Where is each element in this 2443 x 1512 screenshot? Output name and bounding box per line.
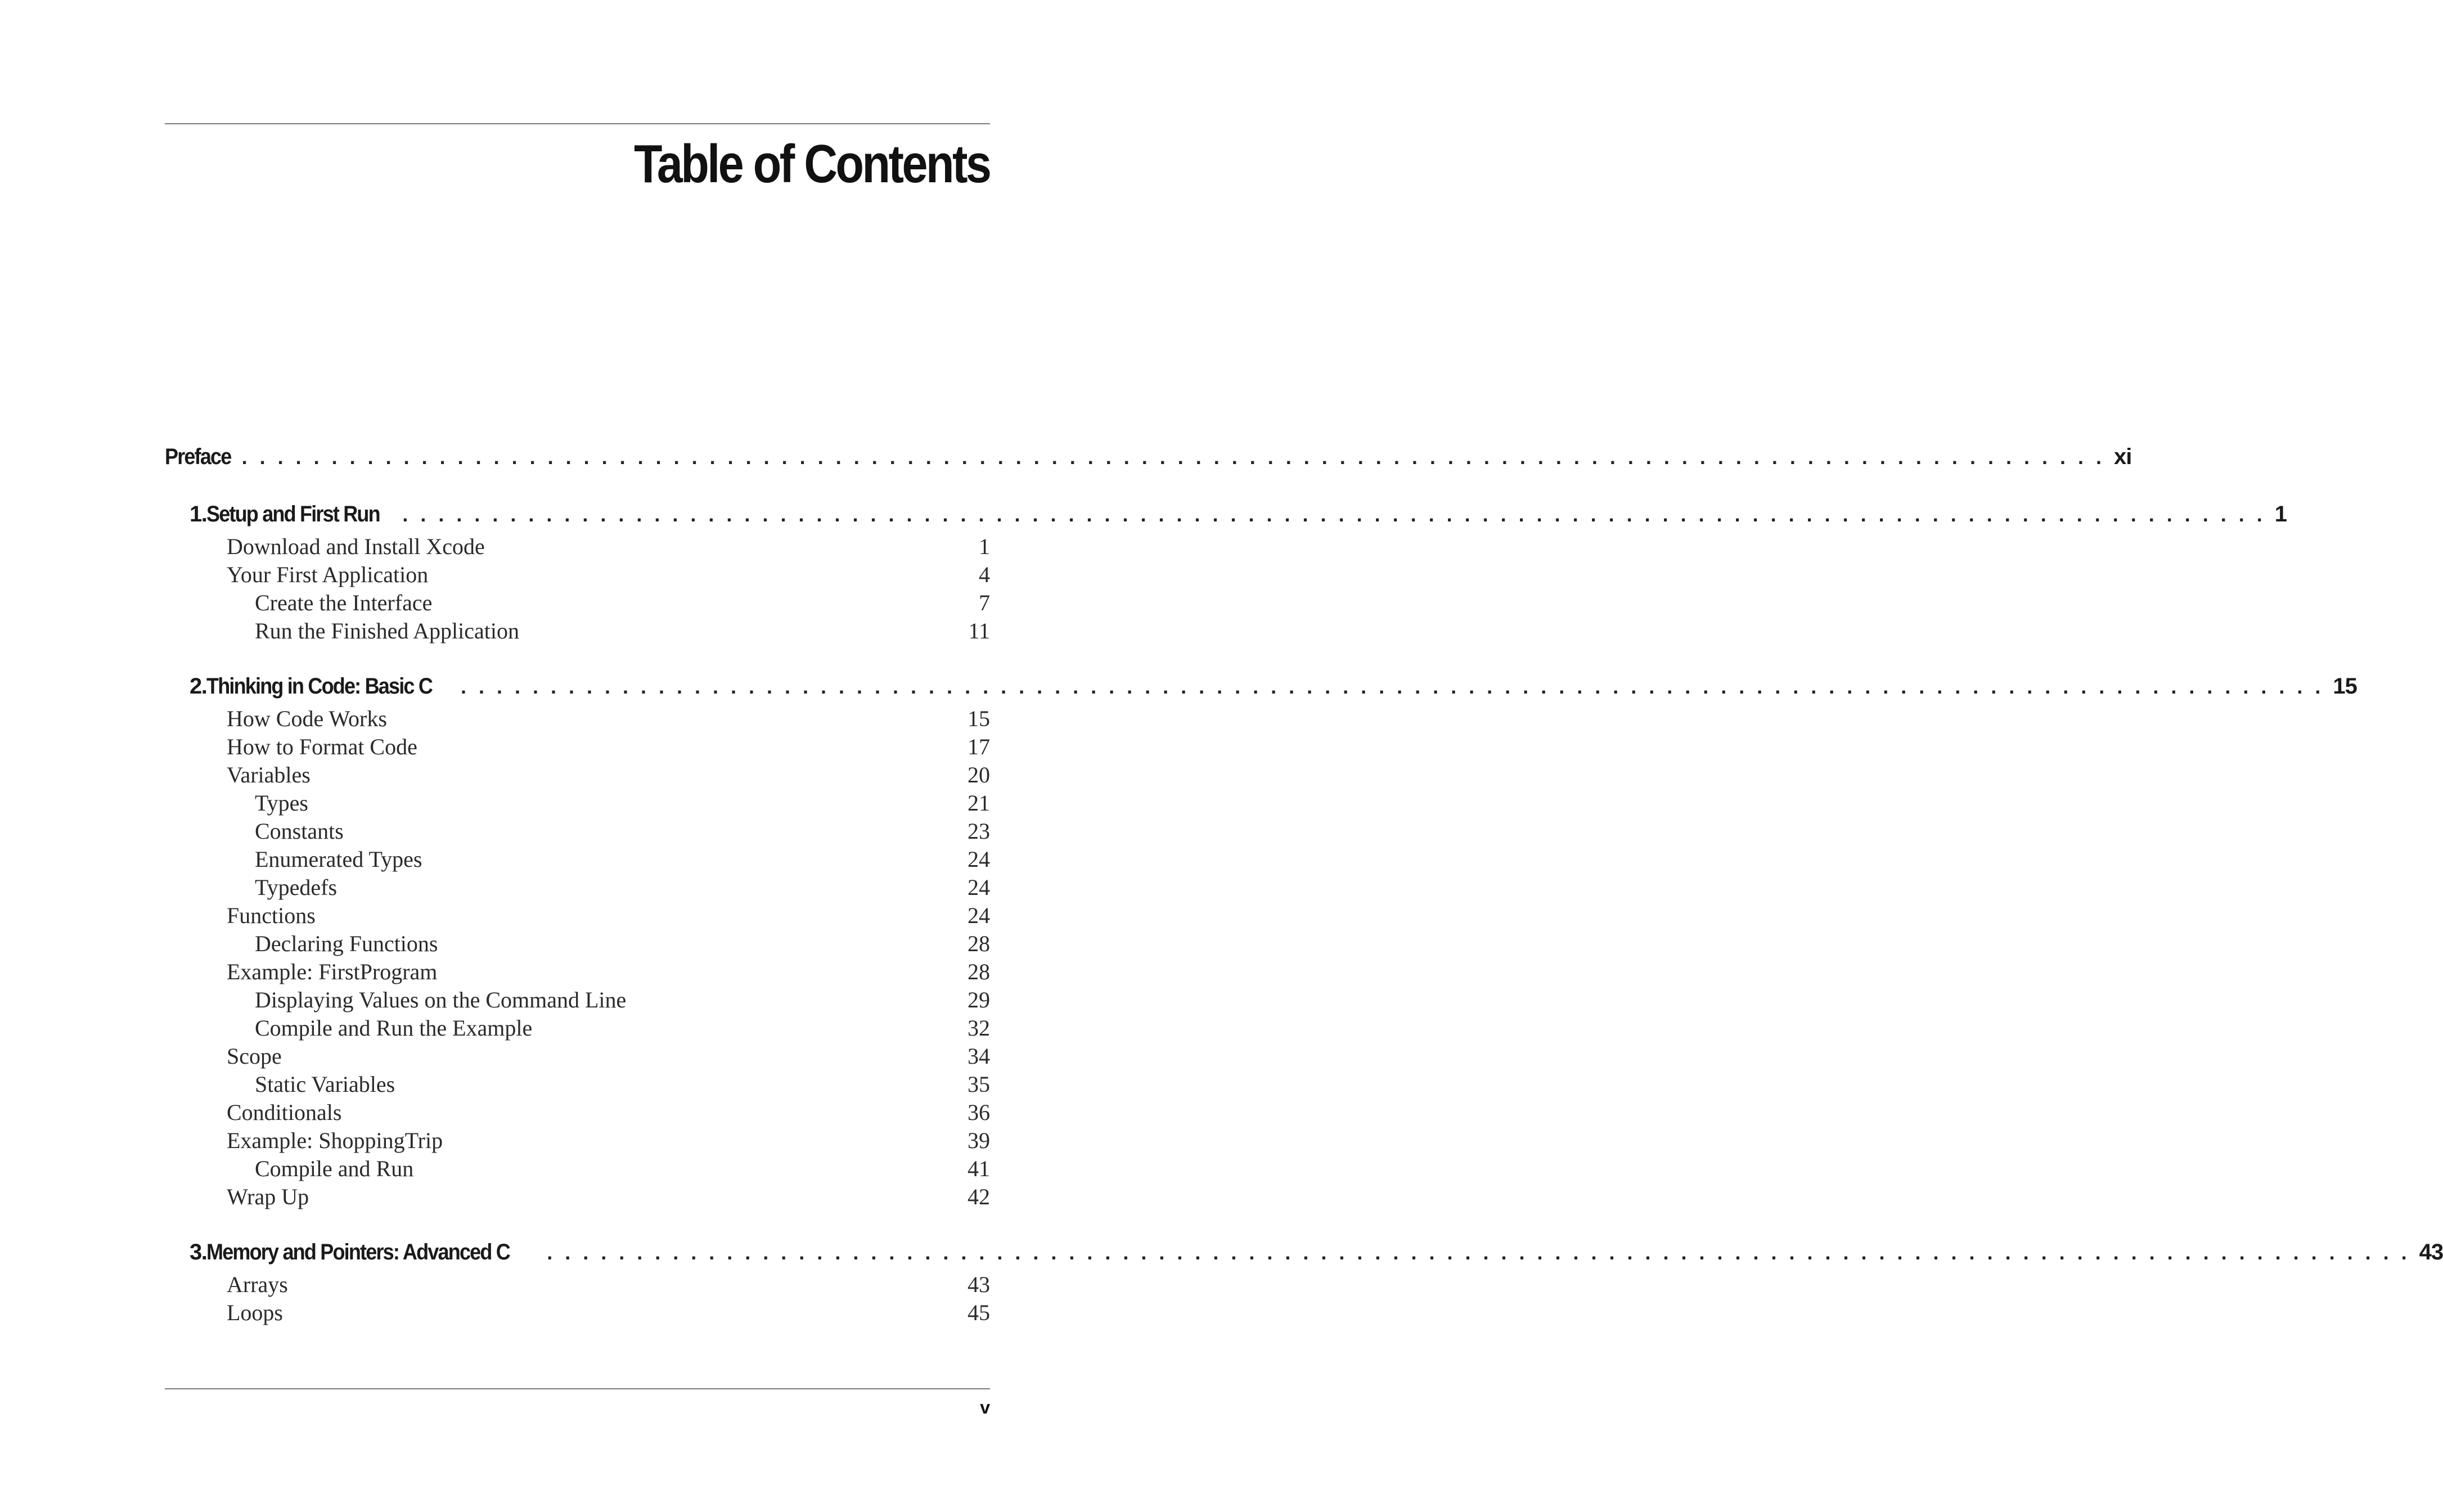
subsection-title: Types [255, 790, 308, 816]
toc-section[interactable] [165, 902, 990, 930]
subsection-page: 23 [968, 818, 990, 844]
toc-subsection[interactable] [165, 1155, 990, 1184]
subsection-title: Static Variables [255, 1072, 395, 1097]
toc-subsection[interactable] [165, 987, 990, 1015]
section-page: 45 [968, 1300, 990, 1325]
toc-subsection[interactable] [165, 818, 990, 846]
page-number: v [980, 1397, 990, 1418]
section-title: Arrays [227, 1272, 288, 1297]
subsection-page: 28 [968, 931, 990, 956]
section-title: Your First Application [227, 562, 429, 587]
section-title: Conditionals [227, 1100, 342, 1125]
chapter-number: 1. [190, 502, 207, 526]
chapter-page: 1 [2274, 502, 2287, 526]
subsection-title: Run the Finished Application [255, 618, 519, 644]
section-page: 1 [979, 534, 990, 559]
subsection-title: Compile and Run the Example [255, 1015, 533, 1041]
subsection-title: Displaying Values on the Command Line [255, 987, 627, 1012]
section-page: 20 [968, 762, 990, 788]
toc-chapter-3[interactable] [165, 1240, 2443, 1271]
toc-section[interactable] [165, 1299, 990, 1328]
page-title: Table of Contents [634, 134, 990, 194]
toc-subsection[interactable] [165, 1015, 990, 1043]
toc-chapter-1[interactable] [165, 502, 2287, 533]
subsection-title: Create the Interface [255, 590, 433, 615]
toc-section[interactable] [165, 533, 990, 561]
toc-subsection[interactable] [165, 590, 990, 618]
section-title: Scope [227, 1043, 282, 1069]
preface-title: Preface [165, 444, 231, 469]
chapter-page: 15 [2333, 674, 2357, 699]
toc-section[interactable] [165, 1043, 990, 1071]
section-page: 24 [968, 903, 990, 928]
section-page: 34 [968, 1043, 990, 1069]
chapter-page: 43 [2419, 1240, 2443, 1264]
toc-subsection[interactable] [165, 930, 990, 958]
section-page: 28 [968, 959, 990, 984]
section-title: Example: FirstProgram [227, 959, 438, 984]
toc-section[interactable] [165, 958, 990, 987]
toc-subsection[interactable] [165, 846, 990, 874]
chapter-number: 3. [190, 1240, 207, 1264]
toc-chapter-2[interactable] [165, 674, 2357, 705]
section-title: How Code Works [227, 706, 387, 731]
section-title: Download and Install Xcode [227, 534, 485, 559]
toc-subsection[interactable] [165, 618, 990, 646]
section-page: 43 [968, 1272, 990, 1297]
toc-section[interactable] [165, 1271, 990, 1299]
section-title: Variables [227, 762, 311, 788]
section-page: 17 [968, 734, 990, 759]
section-title: Wrap Up [227, 1184, 309, 1209]
toc-section[interactable] [165, 561, 990, 590]
subsection-title: Constants [255, 818, 344, 844]
section-page: 39 [968, 1128, 990, 1153]
toc-section[interactable] [165, 1099, 990, 1127]
subsection-page: 24 [968, 875, 990, 900]
toc-section[interactable] [165, 762, 990, 790]
subsection-page: 11 [968, 618, 990, 644]
subsection-page: 35 [968, 1072, 990, 1097]
chapter-title: Setup and First Run [206, 502, 380, 526]
chapter-title: Memory and Pointers: Advanced C [206, 1240, 510, 1264]
subsection-page: 21 [968, 790, 990, 816]
section-page: 4 [979, 562, 990, 587]
toc-subsection[interactable] [165, 790, 990, 818]
dot-leader: . . . . . . . . . . . . . . . . . . . . . . . . . . . . . . . . . . . . . . . . . . . . . . . . . . . . . . . . . . . . . . . . . . . . . . . . . . . . . . . . . . . . . . . . . . . . . . . . . . . . . . . . [402, 503, 2266, 526]
subsection-title: Enumerated Types [255, 847, 422, 872]
bottom-rule [165, 1388, 990, 1389]
toc-section[interactable] [165, 705, 990, 734]
toc-entry-preface[interactable] [165, 444, 2132, 472]
subsection-page: 24 [968, 847, 990, 872]
subsection-title: Typedefs [255, 875, 338, 900]
section-title: Functions [227, 903, 316, 928]
preface-page: xi [2113, 444, 2132, 469]
section-title: Example: ShoppingTrip [227, 1128, 443, 1153]
section-page: 15 [968, 706, 990, 731]
subsection-title: Declaring Functions [255, 931, 438, 956]
chapter-number: 2. [190, 674, 207, 699]
subsection-title: Compile and Run [255, 1156, 414, 1181]
toc-section[interactable] [165, 1127, 990, 1155]
toc-subsection[interactable] [165, 874, 990, 902]
section-page: 36 [968, 1100, 990, 1125]
table-of-contents [165, 444, 2443, 1328]
chapter-title: Thinking in Code: Basic C [206, 674, 433, 699]
subsection-page: 32 [968, 1015, 990, 1041]
dot-leader: . . . . . . . . . . . . . . . . . . . . . . . . . . . . . . . . . . . . . . . . . . . . . . . . . . . . . . . . . . . . . . . . . . . . . . . . . . . . . . . . . . . . . . . . . . . . . . . . . . . . . . . . [547, 1241, 2410, 1264]
section-page: 42 [968, 1184, 990, 1209]
dot-leader: . . . . . . . . . . . . . . . . . . . . . . . . . . . . . . . . . . . . . . . . . . . . . . . . . . . . . . . . . . . . . . . . . . . . . . . . . . . . . . . . . . . . . . . . . . . . . . . . . . . . . . . . [241, 446, 2105, 469]
subsection-page: 7 [979, 590, 990, 615]
toc-section[interactable] [165, 1184, 990, 1212]
toc-section[interactable] [165, 734, 990, 762]
section-title: Loops [227, 1300, 283, 1325]
toc-subsection[interactable] [165, 1071, 990, 1099]
subsection-page: 41 [968, 1156, 990, 1181]
subsection-page: 29 [968, 987, 990, 1012]
dot-leader: . . . . . . . . . . . . . . . . . . . . . . . . . . . . . . . . . . . . . . . . . . . . . . . . . . . . . . . . . . . . . . . . . . . . . . . . . . . . . . . . . . . . . . . . . . . . . . . . . . . . . . . . [460, 675, 2324, 698]
top-rule [165, 123, 990, 124]
section-title: How to Format Code [227, 734, 417, 759]
